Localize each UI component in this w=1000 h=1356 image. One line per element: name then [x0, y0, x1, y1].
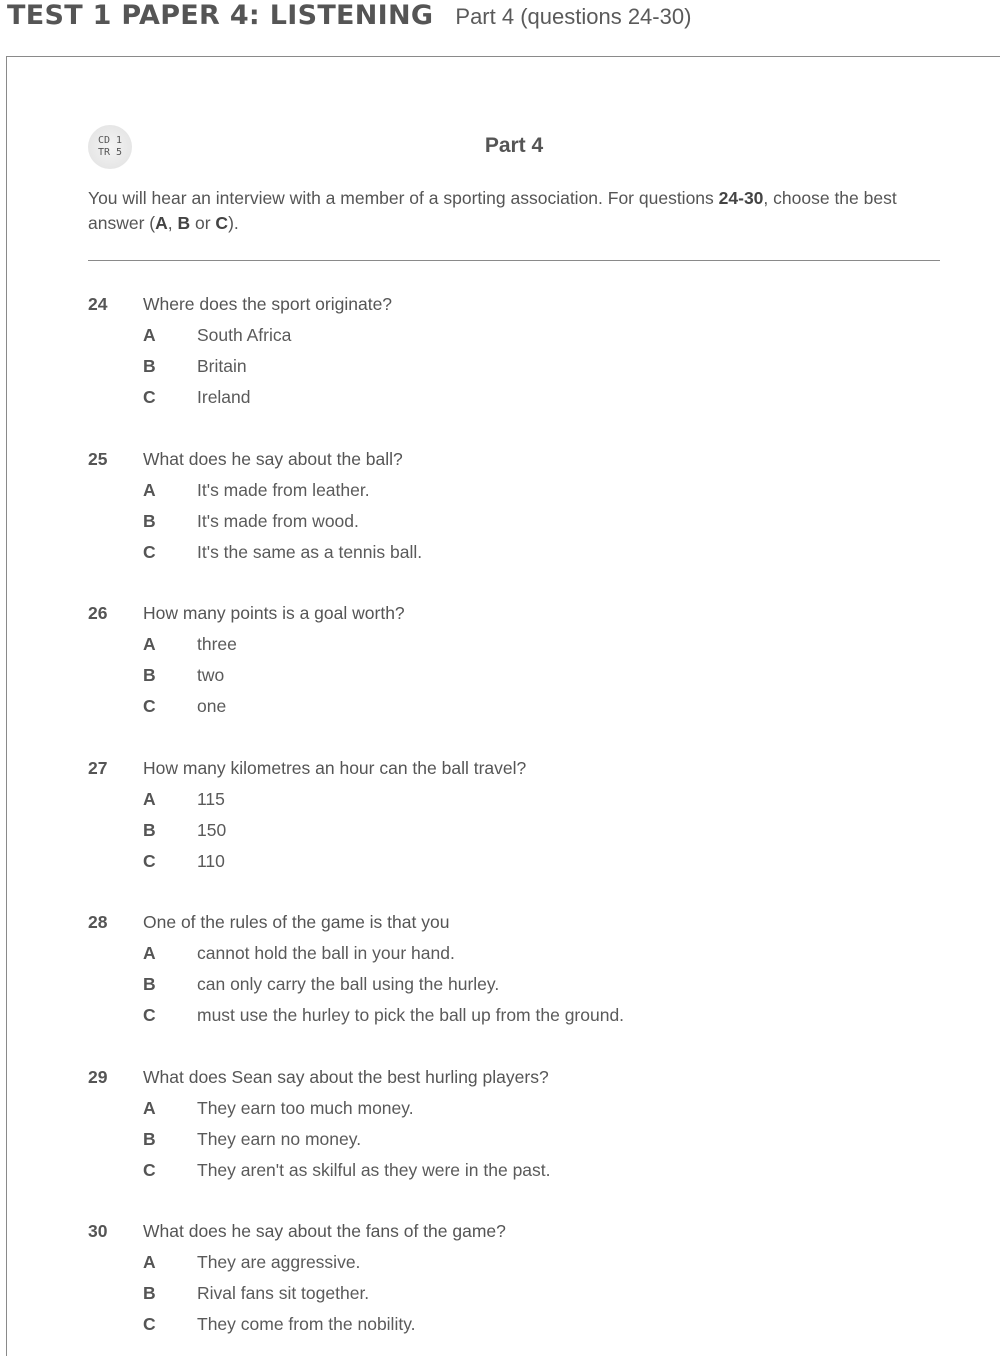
- option-letter: B: [143, 1283, 156, 1303]
- option-a[interactable]: [88, 784, 968, 815]
- option-text: They are aggressive.: [197, 1252, 361, 1272]
- question-text: Where does the sport originate?: [143, 294, 393, 314]
- option-text: It's made from leather.: [197, 480, 370, 500]
- option-letter: A: [143, 943, 156, 963]
- part-title: Part 4: [484, 134, 544, 157]
- option-letter: B: [143, 511, 156, 531]
- option-text: three: [197, 634, 237, 654]
- question-stem: [88, 907, 968, 938]
- option-letter: B: [143, 356, 156, 376]
- option-a[interactable]: [88, 629, 968, 660]
- question-stem: [88, 289, 968, 320]
- option-c[interactable]: [88, 1155, 968, 1186]
- question-number: 30: [88, 1221, 108, 1241]
- page-header: [7, 0, 691, 36]
- instructions-text-1: You will hear an interview with a member of a sporting association. For questions: [88, 188, 719, 208]
- option-text: 115: [197, 789, 225, 809]
- question-stem: [88, 1062, 968, 1093]
- question-stem: [88, 1216, 968, 1247]
- option-a[interactable]: [88, 320, 968, 351]
- option-text: must use the hurley to pick the ball up from the ground.: [197, 1005, 625, 1025]
- option-text: They aren't as skilful as they were in the past.: [197, 1160, 551, 1180]
- option-text: Rival fans sit together.: [197, 1283, 370, 1303]
- option-letter: C: [143, 1005, 156, 1025]
- option-letter: C: [143, 1314, 156, 1334]
- question-stem: [88, 444, 968, 475]
- option-text: They come from the nobility.: [197, 1314, 416, 1334]
- option-letter: C: [143, 542, 156, 562]
- question-number: 25: [88, 449, 108, 469]
- option-b[interactable]: [88, 815, 968, 846]
- instructions-question-range: 24-30: [718, 188, 764, 208]
- option-letter: B: [143, 1129, 156, 1149]
- option-letter: A: [143, 1098, 156, 1118]
- question-24: [88, 289, 968, 413]
- question-text: What does he say about the fans of the game?: [143, 1221, 506, 1241]
- question-number: 27: [88, 758, 108, 778]
- option-b[interactable]: [88, 351, 968, 382]
- instructions-text-2: , choose the best answer (: [88, 188, 897, 233]
- option-text: They earn too much money.: [197, 1098, 414, 1118]
- instructions-option-a: A: [155, 213, 168, 233]
- option-c[interactable]: [88, 691, 968, 722]
- question-text: One of the rules of the game is that you: [143, 912, 450, 932]
- instructions-option-c: C: [215, 213, 229, 233]
- option-letter: A: [143, 634, 156, 654]
- track-number: TR 5: [97, 147, 123, 158]
- option-letter: A: [143, 325, 156, 345]
- option-letter: C: [143, 387, 156, 407]
- option-a[interactable]: [88, 1093, 968, 1124]
- option-letter: C: [143, 1160, 156, 1180]
- instructions-text-4: or: [190, 213, 216, 233]
- option-c[interactable]: [88, 1000, 968, 1031]
- option-b[interactable]: [88, 1124, 968, 1155]
- instructions-option-b: B: [177, 213, 191, 233]
- question-text: How many kilometres an hour can the ball travel?: [143, 758, 527, 778]
- question-25: [88, 444, 968, 568]
- option-text: two: [197, 665, 225, 685]
- question-number: 29: [88, 1067, 108, 1087]
- instructions: [88, 186, 948, 236]
- option-text: It's the same as a tennis ball.: [197, 542, 423, 562]
- option-letter: B: [143, 974, 156, 994]
- option-letter: A: [143, 1252, 156, 1272]
- option-letter: C: [143, 851, 156, 871]
- question-stem: [88, 598, 968, 629]
- option-text: Ireland: [197, 387, 251, 407]
- option-text: 110: [197, 851, 225, 871]
- option-b[interactable]: [88, 969, 968, 1000]
- option-text: They earn no money.: [197, 1129, 362, 1149]
- question-text: What does he say about the ball?: [143, 449, 403, 469]
- option-text: one: [197, 696, 227, 716]
- question-29: [88, 1062, 968, 1186]
- option-letter: A: [143, 789, 156, 809]
- paper-subtitle: Part 4 (questions 24-30): [455, 4, 692, 29]
- option-a[interactable]: [88, 1247, 968, 1278]
- option-text: can only carry the ball using the hurley.: [197, 974, 500, 994]
- option-c[interactable]: [88, 382, 968, 413]
- cd-number: CD 1: [97, 135, 123, 146]
- option-c[interactable]: [88, 1309, 968, 1340]
- option-text: It's made from wood.: [197, 511, 359, 531]
- option-c[interactable]: [88, 846, 968, 877]
- question-text: What does Sean say about the best hurling players?: [143, 1067, 549, 1087]
- question-30: [88, 1216, 968, 1340]
- option-b[interactable]: [88, 506, 968, 537]
- divider: [88, 260, 940, 261]
- question-text: How many points is a goal worth?: [143, 603, 405, 623]
- option-a[interactable]: [88, 938, 968, 969]
- question-number: 28: [88, 912, 108, 932]
- option-a[interactable]: [88, 475, 968, 506]
- option-text: 150: [197, 820, 227, 840]
- question-28: [88, 907, 968, 1031]
- option-letter: C: [143, 696, 156, 716]
- question-number: 26: [88, 603, 108, 623]
- instructions-text-3: ,: [167, 213, 178, 233]
- option-text: South Africa: [197, 325, 292, 345]
- option-b[interactable]: [88, 1278, 968, 1309]
- option-text: Britain: [197, 356, 247, 376]
- option-letter: B: [143, 665, 156, 685]
- question-stem: [88, 753, 968, 784]
- option-letter: B: [143, 820, 156, 840]
- paper-title: TEST 1 PAPER 4: LISTENING: [7, 0, 434, 31]
- question-27: [88, 753, 968, 877]
- option-b[interactable]: [88, 660, 968, 691]
- option-letter: A: [143, 480, 156, 500]
- instructions-text-5: ).: [228, 213, 239, 233]
- question-26: [88, 598, 968, 722]
- option-c[interactable]: [88, 537, 968, 568]
- question-number: 24: [88, 294, 108, 314]
- option-text: cannot hold the ball in your hand.: [197, 943, 455, 963]
